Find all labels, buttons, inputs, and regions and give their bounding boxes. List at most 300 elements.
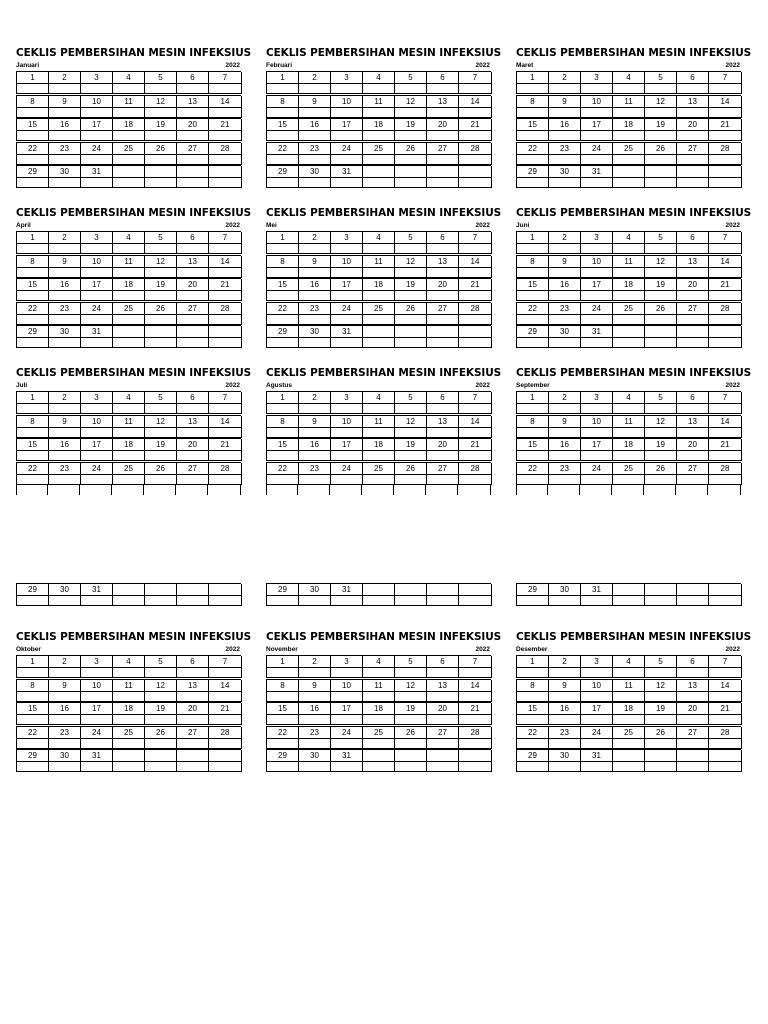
check-cell[interactable] bbox=[17, 739, 49, 749]
check-cell[interactable] bbox=[645, 404, 677, 414]
check-cell[interactable] bbox=[17, 338, 49, 348]
check-cell[interactable] bbox=[209, 315, 242, 325]
check-cell[interactable] bbox=[709, 244, 742, 254]
check-cell[interactable] bbox=[145, 668, 177, 678]
check-cell[interactable] bbox=[517, 315, 549, 325]
check-cell[interactable] bbox=[145, 596, 177, 606]
check-cell[interactable] bbox=[17, 155, 49, 165]
check-cell[interactable] bbox=[581, 596, 613, 606]
check-cell[interactable] bbox=[613, 715, 645, 725]
check-cell[interactable] bbox=[517, 596, 549, 606]
check-cell[interactable] bbox=[395, 668, 427, 678]
check-cell[interactable] bbox=[581, 338, 613, 348]
check-cell[interactable] bbox=[177, 668, 209, 678]
check-cell[interactable] bbox=[145, 155, 177, 165]
check-cell[interactable] bbox=[113, 155, 145, 165]
check-cell[interactable] bbox=[549, 268, 581, 278]
check-cell[interactable] bbox=[395, 762, 427, 772]
check-cell[interactable] bbox=[709, 715, 742, 725]
check-cell[interactable] bbox=[517, 762, 549, 772]
check-cell[interactable] bbox=[267, 291, 299, 301]
check-cell[interactable] bbox=[459, 108, 492, 118]
check-cell[interactable] bbox=[613, 668, 645, 678]
check-cell[interactable] bbox=[331, 692, 363, 702]
check-cell[interactable] bbox=[363, 475, 395, 485]
check-cell[interactable] bbox=[49, 244, 81, 254]
check-cell[interactable] bbox=[581, 291, 613, 301]
check-cell[interactable] bbox=[517, 244, 549, 254]
check-cell[interactable] bbox=[331, 244, 363, 254]
check-cell[interactable] bbox=[331, 739, 363, 749]
check-cell[interactable] bbox=[209, 451, 242, 461]
check-cell[interactable] bbox=[395, 155, 427, 165]
check-cell[interactable] bbox=[267, 315, 299, 325]
check-cell[interactable] bbox=[363, 131, 395, 141]
check-cell[interactable] bbox=[17, 692, 49, 702]
check-cell[interactable] bbox=[113, 715, 145, 725]
check-cell[interactable] bbox=[427, 451, 459, 461]
check-cell[interactable] bbox=[177, 428, 209, 438]
check-cell[interactable] bbox=[81, 451, 113, 461]
check-cell[interactable] bbox=[299, 338, 331, 348]
check-cell[interactable] bbox=[581, 244, 613, 254]
check-cell[interactable] bbox=[81, 291, 113, 301]
check-cell[interactable] bbox=[113, 268, 145, 278]
check-cell[interactable] bbox=[299, 762, 331, 772]
check-cell[interactable] bbox=[331, 668, 363, 678]
check-cell[interactable] bbox=[113, 108, 145, 118]
check-cell[interactable] bbox=[581, 739, 613, 749]
check-cell[interactable] bbox=[581, 668, 613, 678]
check-cell[interactable] bbox=[113, 131, 145, 141]
check-cell[interactable] bbox=[49, 451, 81, 461]
check-cell[interactable] bbox=[209, 739, 242, 749]
check-cell[interactable] bbox=[549, 762, 581, 772]
check-cell[interactable] bbox=[517, 451, 549, 461]
check-cell[interactable] bbox=[613, 338, 645, 348]
check-cell[interactable] bbox=[331, 404, 363, 414]
check-cell[interactable] bbox=[17, 291, 49, 301]
check-cell[interactable] bbox=[427, 268, 459, 278]
check-cell[interactable] bbox=[267, 692, 299, 702]
check-cell[interactable] bbox=[709, 84, 742, 94]
check-cell[interactable] bbox=[709, 596, 742, 606]
check-cell[interactable] bbox=[677, 668, 709, 678]
check-cell[interactable] bbox=[145, 84, 177, 94]
check-cell[interactable] bbox=[49, 475, 81, 485]
check-cell[interactable] bbox=[177, 178, 209, 188]
check-cell[interactable] bbox=[81, 338, 113, 348]
check-cell[interactable] bbox=[459, 84, 492, 94]
check-cell[interactable] bbox=[645, 108, 677, 118]
check-cell[interactable] bbox=[267, 475, 299, 485]
check-cell[interactable] bbox=[581, 475, 613, 485]
check-cell[interactable] bbox=[113, 428, 145, 438]
check-cell[interactable] bbox=[49, 668, 81, 678]
check-cell[interactable] bbox=[363, 244, 395, 254]
check-cell[interactable] bbox=[613, 84, 645, 94]
check-cell[interactable] bbox=[395, 291, 427, 301]
check-cell[interactable] bbox=[709, 451, 742, 461]
check-cell[interactable] bbox=[427, 131, 459, 141]
check-cell[interactable] bbox=[145, 715, 177, 725]
check-cell[interactable] bbox=[177, 268, 209, 278]
check-cell[interactable] bbox=[331, 715, 363, 725]
check-cell[interactable] bbox=[549, 739, 581, 749]
check-cell[interactable] bbox=[395, 131, 427, 141]
check-cell[interactable] bbox=[645, 178, 677, 188]
check-cell[interactable] bbox=[49, 131, 81, 141]
check-cell[interactable] bbox=[709, 155, 742, 165]
check-cell[interactable] bbox=[17, 244, 49, 254]
check-cell[interactable] bbox=[677, 762, 709, 772]
check-cell[interactable] bbox=[517, 475, 549, 485]
check-cell[interactable] bbox=[299, 268, 331, 278]
check-cell[interactable] bbox=[331, 596, 363, 606]
check-cell[interactable] bbox=[427, 428, 459, 438]
check-cell[interactable] bbox=[177, 155, 209, 165]
check-cell[interactable] bbox=[427, 178, 459, 188]
check-cell[interactable] bbox=[363, 668, 395, 678]
check-cell[interactable] bbox=[459, 715, 492, 725]
check-cell[interactable] bbox=[581, 315, 613, 325]
check-cell[interactable] bbox=[613, 315, 645, 325]
check-cell[interactable] bbox=[427, 596, 459, 606]
check-cell[interactable] bbox=[363, 84, 395, 94]
check-cell[interactable] bbox=[517, 108, 549, 118]
check-cell[interactable] bbox=[177, 739, 209, 749]
check-cell[interactable] bbox=[549, 155, 581, 165]
check-cell[interactable] bbox=[299, 428, 331, 438]
check-cell[interactable] bbox=[517, 338, 549, 348]
check-cell[interactable] bbox=[549, 315, 581, 325]
check-cell[interactable] bbox=[645, 596, 677, 606]
check-cell[interactable] bbox=[331, 762, 363, 772]
check-cell[interactable] bbox=[549, 178, 581, 188]
check-cell[interactable] bbox=[17, 84, 49, 94]
check-cell[interactable] bbox=[677, 315, 709, 325]
check-cell[interactable] bbox=[177, 131, 209, 141]
check-cell[interactable] bbox=[395, 108, 427, 118]
check-cell[interactable] bbox=[49, 692, 81, 702]
check-cell[interactable] bbox=[145, 451, 177, 461]
check-cell[interactable] bbox=[363, 451, 395, 461]
check-cell[interactable] bbox=[645, 762, 677, 772]
check-cell[interactable] bbox=[363, 596, 395, 606]
check-cell[interactable] bbox=[363, 155, 395, 165]
check-cell[interactable] bbox=[613, 762, 645, 772]
check-cell[interactable] bbox=[549, 596, 581, 606]
check-cell[interactable] bbox=[299, 668, 331, 678]
check-cell[interactable] bbox=[709, 428, 742, 438]
check-cell[interactable] bbox=[517, 715, 549, 725]
check-cell[interactable] bbox=[517, 739, 549, 749]
check-cell[interactable] bbox=[395, 475, 427, 485]
check-cell[interactable] bbox=[549, 244, 581, 254]
check-cell[interactable] bbox=[677, 451, 709, 461]
check-cell[interactable] bbox=[267, 762, 299, 772]
check-cell[interactable] bbox=[81, 178, 113, 188]
check-cell[interactable] bbox=[113, 338, 145, 348]
check-cell[interactable] bbox=[427, 84, 459, 94]
check-cell[interactable] bbox=[299, 108, 331, 118]
check-cell[interactable] bbox=[17, 268, 49, 278]
check-cell[interactable] bbox=[209, 596, 242, 606]
check-cell[interactable] bbox=[709, 475, 742, 485]
check-cell[interactable] bbox=[49, 762, 81, 772]
check-cell[interactable] bbox=[331, 131, 363, 141]
check-cell[interactable] bbox=[17, 315, 49, 325]
check-cell[interactable] bbox=[677, 692, 709, 702]
check-cell[interactable] bbox=[113, 668, 145, 678]
check-cell[interactable] bbox=[645, 155, 677, 165]
check-cell[interactable] bbox=[709, 131, 742, 141]
check-cell[interactable] bbox=[363, 428, 395, 438]
check-cell[interactable] bbox=[299, 291, 331, 301]
check-cell[interactable] bbox=[581, 108, 613, 118]
check-cell[interactable] bbox=[81, 692, 113, 702]
check-cell[interactable] bbox=[709, 668, 742, 678]
check-cell[interactable] bbox=[427, 315, 459, 325]
check-cell[interactable] bbox=[17, 108, 49, 118]
check-cell[interactable] bbox=[427, 244, 459, 254]
check-cell[interactable] bbox=[363, 762, 395, 772]
check-cell[interactable] bbox=[177, 475, 209, 485]
check-cell[interactable] bbox=[427, 692, 459, 702]
check-cell[interactable] bbox=[613, 404, 645, 414]
check-cell[interactable] bbox=[549, 715, 581, 725]
check-cell[interactable] bbox=[645, 131, 677, 141]
check-cell[interactable] bbox=[331, 475, 363, 485]
check-cell[interactable] bbox=[709, 268, 742, 278]
check-cell[interactable] bbox=[677, 155, 709, 165]
check-cell[interactable] bbox=[645, 244, 677, 254]
check-cell[interactable] bbox=[363, 739, 395, 749]
check-cell[interactable] bbox=[613, 739, 645, 749]
check-cell[interactable] bbox=[267, 108, 299, 118]
check-cell[interactable] bbox=[49, 315, 81, 325]
check-cell[interactable] bbox=[677, 291, 709, 301]
check-cell[interactable] bbox=[427, 739, 459, 749]
check-cell[interactable] bbox=[581, 692, 613, 702]
check-cell[interactable] bbox=[517, 155, 549, 165]
check-cell[interactable] bbox=[459, 428, 492, 438]
check-cell[interactable] bbox=[459, 475, 492, 485]
check-cell[interactable] bbox=[145, 475, 177, 485]
check-cell[interactable] bbox=[363, 692, 395, 702]
check-cell[interactable] bbox=[299, 739, 331, 749]
check-cell[interactable] bbox=[517, 668, 549, 678]
check-cell[interactable] bbox=[177, 451, 209, 461]
check-cell[interactable] bbox=[677, 131, 709, 141]
check-cell[interactable] bbox=[17, 475, 49, 485]
check-cell[interactable] bbox=[613, 268, 645, 278]
check-cell[interactable] bbox=[17, 451, 49, 461]
check-cell[interactable] bbox=[709, 338, 742, 348]
check-cell[interactable] bbox=[517, 692, 549, 702]
check-cell[interactable] bbox=[549, 108, 581, 118]
check-cell[interactable] bbox=[613, 108, 645, 118]
check-cell[interactable] bbox=[613, 131, 645, 141]
check-cell[interactable] bbox=[677, 178, 709, 188]
check-cell[interactable] bbox=[209, 338, 242, 348]
check-cell[interactable] bbox=[709, 762, 742, 772]
check-cell[interactable] bbox=[645, 428, 677, 438]
check-cell[interactable] bbox=[677, 404, 709, 414]
check-cell[interactable] bbox=[459, 692, 492, 702]
check-cell[interactable] bbox=[267, 338, 299, 348]
check-cell[interactable] bbox=[209, 762, 242, 772]
check-cell[interactable] bbox=[363, 315, 395, 325]
check-cell[interactable] bbox=[459, 404, 492, 414]
check-cell[interactable] bbox=[427, 668, 459, 678]
check-cell[interactable] bbox=[209, 475, 242, 485]
check-cell[interactable] bbox=[331, 178, 363, 188]
check-cell[interactable] bbox=[395, 596, 427, 606]
check-cell[interactable] bbox=[17, 668, 49, 678]
check-cell[interactable] bbox=[395, 268, 427, 278]
check-cell[interactable] bbox=[177, 762, 209, 772]
check-cell[interactable] bbox=[299, 596, 331, 606]
check-cell[interactable] bbox=[395, 338, 427, 348]
check-cell[interactable] bbox=[113, 291, 145, 301]
check-cell[interactable] bbox=[267, 244, 299, 254]
check-cell[interactable] bbox=[517, 428, 549, 438]
check-cell[interactable] bbox=[145, 338, 177, 348]
check-cell[interactable] bbox=[517, 268, 549, 278]
check-cell[interactable] bbox=[645, 739, 677, 749]
check-cell[interactable] bbox=[49, 739, 81, 749]
check-cell[interactable] bbox=[209, 715, 242, 725]
check-cell[interactable] bbox=[645, 475, 677, 485]
check-cell[interactable] bbox=[209, 84, 242, 94]
check-cell[interactable] bbox=[299, 84, 331, 94]
check-cell[interactable] bbox=[549, 451, 581, 461]
check-cell[interactable] bbox=[459, 131, 492, 141]
check-cell[interactable] bbox=[81, 131, 113, 141]
check-cell[interactable] bbox=[81, 428, 113, 438]
check-cell[interactable] bbox=[581, 451, 613, 461]
check-cell[interactable] bbox=[709, 108, 742, 118]
check-cell[interactable] bbox=[677, 715, 709, 725]
check-cell[interactable] bbox=[267, 178, 299, 188]
check-cell[interactable] bbox=[177, 404, 209, 414]
check-cell[interactable] bbox=[177, 692, 209, 702]
check-cell[interactable] bbox=[581, 715, 613, 725]
check-cell[interactable] bbox=[145, 131, 177, 141]
check-cell[interactable] bbox=[645, 668, 677, 678]
check-cell[interactable] bbox=[49, 108, 81, 118]
check-cell[interactable] bbox=[331, 428, 363, 438]
check-cell[interactable] bbox=[49, 268, 81, 278]
check-cell[interactable] bbox=[17, 178, 49, 188]
check-cell[interactable] bbox=[49, 291, 81, 301]
check-cell[interactable] bbox=[363, 404, 395, 414]
check-cell[interactable] bbox=[177, 244, 209, 254]
check-cell[interactable] bbox=[177, 315, 209, 325]
check-cell[interactable] bbox=[331, 338, 363, 348]
check-cell[interactable] bbox=[299, 451, 331, 461]
check-cell[interactable] bbox=[645, 715, 677, 725]
check-cell[interactable] bbox=[17, 715, 49, 725]
check-cell[interactable] bbox=[17, 596, 49, 606]
check-cell[interactable] bbox=[209, 268, 242, 278]
check-cell[interactable] bbox=[49, 428, 81, 438]
check-cell[interactable] bbox=[113, 762, 145, 772]
check-cell[interactable] bbox=[49, 715, 81, 725]
check-cell[interactable] bbox=[549, 338, 581, 348]
check-cell[interactable] bbox=[709, 178, 742, 188]
check-cell[interactable] bbox=[331, 315, 363, 325]
check-cell[interactable] bbox=[267, 84, 299, 94]
check-cell[interactable] bbox=[459, 668, 492, 678]
check-cell[interactable] bbox=[113, 178, 145, 188]
check-cell[interactable] bbox=[209, 428, 242, 438]
check-cell[interactable] bbox=[581, 131, 613, 141]
check-cell[interactable] bbox=[177, 84, 209, 94]
check-cell[interactable] bbox=[81, 475, 113, 485]
check-cell[interactable] bbox=[459, 338, 492, 348]
check-cell[interactable] bbox=[549, 404, 581, 414]
check-cell[interactable] bbox=[613, 428, 645, 438]
check-cell[interactable] bbox=[363, 178, 395, 188]
check-cell[interactable] bbox=[645, 451, 677, 461]
check-cell[interactable] bbox=[549, 84, 581, 94]
check-cell[interactable] bbox=[267, 596, 299, 606]
check-cell[interactable] bbox=[113, 404, 145, 414]
check-cell[interactable] bbox=[299, 404, 331, 414]
check-cell[interactable] bbox=[81, 596, 113, 606]
check-cell[interactable] bbox=[613, 244, 645, 254]
check-cell[interactable] bbox=[81, 404, 113, 414]
check-cell[interactable] bbox=[267, 428, 299, 438]
check-cell[interactable] bbox=[709, 404, 742, 414]
check-cell[interactable] bbox=[331, 268, 363, 278]
check-cell[interactable] bbox=[113, 692, 145, 702]
check-cell[interactable] bbox=[395, 739, 427, 749]
check-cell[interactable] bbox=[49, 338, 81, 348]
check-cell[interactable] bbox=[645, 338, 677, 348]
check-cell[interactable] bbox=[81, 739, 113, 749]
check-cell[interactable] bbox=[613, 692, 645, 702]
check-cell[interactable] bbox=[145, 692, 177, 702]
check-cell[interactable] bbox=[459, 762, 492, 772]
check-cell[interactable] bbox=[299, 244, 331, 254]
check-cell[interactable] bbox=[395, 404, 427, 414]
check-cell[interactable] bbox=[709, 739, 742, 749]
check-cell[interactable] bbox=[331, 291, 363, 301]
check-cell[interactable] bbox=[209, 692, 242, 702]
check-cell[interactable] bbox=[17, 428, 49, 438]
check-cell[interactable] bbox=[613, 451, 645, 461]
check-cell[interactable] bbox=[459, 178, 492, 188]
check-cell[interactable] bbox=[581, 428, 613, 438]
check-cell[interactable] bbox=[613, 291, 645, 301]
check-cell[interactable] bbox=[209, 155, 242, 165]
check-cell[interactable] bbox=[395, 428, 427, 438]
check-cell[interactable] bbox=[363, 338, 395, 348]
check-cell[interactable] bbox=[81, 715, 113, 725]
check-cell[interactable] bbox=[145, 178, 177, 188]
check-cell[interactable] bbox=[267, 715, 299, 725]
check-cell[interactable] bbox=[581, 155, 613, 165]
check-cell[interactable] bbox=[145, 108, 177, 118]
check-cell[interactable] bbox=[177, 338, 209, 348]
check-cell[interactable] bbox=[331, 451, 363, 461]
check-cell[interactable] bbox=[427, 715, 459, 725]
check-cell[interactable] bbox=[427, 155, 459, 165]
check-cell[interactable] bbox=[17, 131, 49, 141]
